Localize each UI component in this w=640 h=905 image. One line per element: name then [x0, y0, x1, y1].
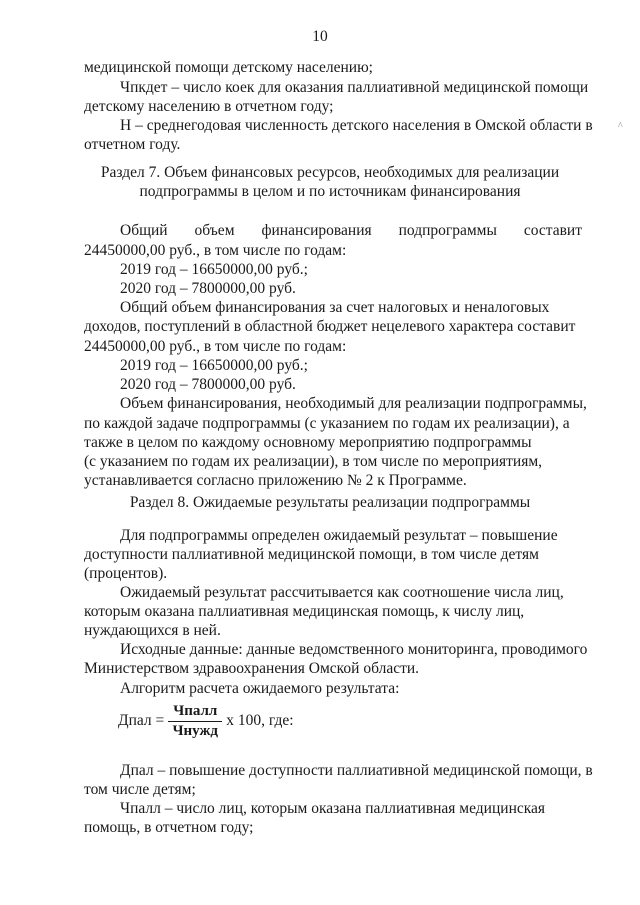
text-line: (процентов). — [84, 565, 168, 582]
text-line: Алгоритм расчета ожидаемого результата: — [120, 680, 400, 697]
word: составит — [523, 222, 582, 239]
fraction-bar — [168, 721, 222, 722]
formula-fraction — [168, 703, 222, 739]
formula — [118, 703, 294, 739]
text-line: Дпал – повышение доступности паллиативной медицинской помощи, в — [120, 762, 593, 779]
text-line: Чпалл – число лиц, которым оказана паллиативная медицинская — [120, 800, 546, 817]
text-line: по каждой задаче подпрограммы (с указанием по годам их реализации), а — [84, 415, 570, 432]
text-line: Министерством здравоохранения Омской области. — [84, 660, 420, 677]
page-number: 10 — [312, 28, 328, 45]
text-line: Н – среднегодовая численность детского населения в Омской области в — [120, 117, 593, 134]
text-line: Объем финансирования, необходимый для реализации подпрограммы, — [120, 395, 587, 412]
text-line: 2019 год – 16650000,00 руб.; — [120, 261, 308, 278]
text-line: Ожидаемый результат рассчитывается как соотношение числа лиц, — [120, 584, 564, 601]
formula-lhs: Дпал = — [118, 711, 165, 729]
text-line: (с указанием по годам их реализации), в том числе по мероприятиям, — [84, 453, 543, 470]
formula-denominator: Чнужд — [172, 723, 218, 739]
text-line: отчетном году. — [84, 136, 181, 153]
text-line: Чпкдет – число коек для оказания паллиативной медицинской помощи — [120, 79, 589, 96]
section-7-title-line2: подпрограммы в целом и по источникам финансирования — [139, 183, 521, 200]
text-line: 24450000,00 руб., в том числе по годам: — [84, 338, 347, 355]
text-line: доходов, поступлений в областной бюджет нецелевого характера составит — [84, 318, 576, 335]
text-line: детскому населению в отчетном году; — [84, 98, 334, 115]
text-line: помощь, в отчетном году; — [84, 819, 254, 836]
text-line: также в целом по каждому основному мероприятию подпрограммы — [84, 434, 532, 451]
text-line: Исходные данные: данные ведомственного мониторинга, проводимого — [120, 641, 588, 658]
text-line: устанавливается согласно приложению № 2 к Программе. — [84, 472, 467, 489]
justified-line — [120, 222, 582, 241]
formula-numerator: Чпалл — [173, 703, 218, 719]
text-line: 2019 год – 16650000,00 руб.; — [120, 357, 308, 374]
margin-mark: ^ — [618, 121, 623, 132]
text-line: которым оказана паллиативная медицинская помощь, к числу лиц, — [84, 603, 525, 620]
text-line: том числе детям; — [84, 781, 196, 798]
text-line: 24450000,00 руб., в том числе по годам: — [84, 242, 347, 259]
text-line: доступности паллиативной медицинской помощи, в том числе детям — [84, 546, 539, 563]
text-line: Общий объем финансирования за счет налоговых и неналоговых — [120, 299, 550, 316]
text-line: медицинской помощи детскому населению; — [84, 59, 373, 76]
word: объем — [194, 222, 235, 239]
word: Общий — [120, 222, 168, 239]
formula-rhs: x 100, где: — [226, 711, 294, 729]
section-8-title: Раздел 8. Ожидаемые результаты реализации подпрограммы — [129, 494, 531, 511]
text-line: Для подпрограммы определен ожидаемый результат – повышение — [120, 527, 558, 544]
text-line: 2020 год – 7800000,00 руб. — [120, 376, 296, 393]
section-7-title-line1: Раздел 7. Объем финансовых ресурсов, необходимых для реализации — [100, 164, 560, 181]
text-line: 2020 год – 7800000,00 руб. — [120, 280, 296, 297]
word: финансирования — [261, 222, 372, 239]
text-line: нуждающихся в ней. — [84, 622, 221, 639]
word: подпрограммы — [398, 222, 497, 239]
